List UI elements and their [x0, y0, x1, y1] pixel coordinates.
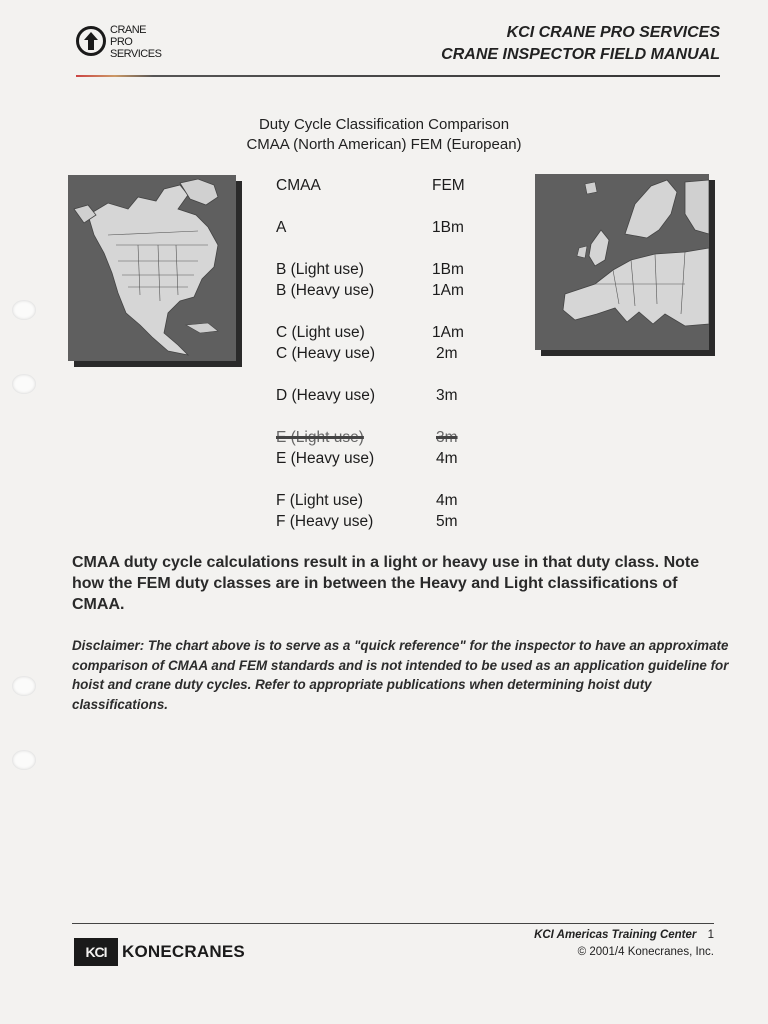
header-line-1: KCI CRANE PRO SERVICES: [506, 24, 720, 41]
header-title: [441, 22, 720, 66]
punch-hole: [12, 300, 36, 320]
table-row: [276, 448, 506, 469]
page-number: 1: [707, 929, 714, 941]
table-row: [276, 280, 506, 301]
table-row: [276, 259, 506, 280]
fem-cell: 1Am: [432, 282, 464, 299]
europe-map: [535, 174, 709, 350]
cmaa-cell: B (Heavy use): [276, 282, 375, 299]
copyright: © 2001/4 Konecranes, Inc.: [577, 946, 714, 958]
fem-cell-struck: 3m: [436, 429, 458, 446]
footer-info: [534, 927, 714, 961]
cmaa-cell: D (Heavy use): [276, 387, 376, 404]
table-row: [276, 322, 506, 343]
footer-divider: [72, 923, 714, 924]
fem-header: FEM: [432, 177, 465, 194]
fem-cell: 4m: [436, 450, 458, 467]
konecranes-logo: [74, 936, 245, 968]
disclaimer-paragraph: Disclaimer: The chart above is to serve as a "quick reference" for the inspector to have an approximate comparison of CMAA and FEM standards and is not intended to be used as an application guideline for hoist and crane duty cycles. Refer to appropriate publications when determining hoist duty classifications.: [72, 638, 729, 712]
north-america-map: [68, 175, 236, 361]
fem-cell: 5m: [436, 513, 458, 530]
fem-cell: 1Bm: [432, 261, 464, 278]
cmaa-cell: F (Heavy use): [276, 513, 374, 530]
page-subtitle: CMAA (North American) FEM (European): [246, 136, 522, 153]
fem-cell: 1Bm: [432, 219, 464, 236]
table-row: [276, 343, 506, 364]
konecranes-wordmark: KONECRANES: [122, 942, 245, 961]
fem-cell: 3m: [436, 387, 458, 404]
cmaa-cell: F (Light use): [276, 492, 364, 509]
cmaa-cell: C (Heavy use): [276, 345, 376, 362]
logo-text: CRANE PRO SERVICES: [110, 24, 162, 60]
table-row: [276, 217, 506, 238]
duty-cycle-table: [276, 175, 506, 532]
cmaa-cell: B (Light use): [276, 261, 364, 278]
cmaa-cell: A: [276, 219, 287, 236]
page-title: Duty Cycle Classification Comparison: [258, 116, 510, 133]
punch-hole: [12, 750, 36, 770]
crane-pro-services-logo: [76, 22, 186, 66]
table-row-struck: [276, 427, 506, 448]
cmaa-cell: C (Light use): [276, 324, 365, 341]
training-center-label: KCI Americas Training Center: [534, 929, 697, 941]
table-row: [276, 490, 506, 511]
cmaa-cell: E (Heavy use): [276, 450, 375, 467]
table-row: [276, 385, 506, 406]
table-header: [276, 175, 506, 196]
punch-hole: [12, 374, 36, 394]
summary-paragraph: CMAA duty cycle calculations result in a light or heavy use in that duty class. Note how the FEM duty classes are in between the Heavy and Light classifications of CMAA.: [72, 554, 700, 613]
kci-logo-box: KCI: [74, 938, 118, 966]
header-divider: [76, 75, 720, 77]
fem-cell: 1Am: [432, 324, 464, 341]
table-row: [276, 511, 506, 532]
cmaa-cell-struck: E (Light use): [276, 429, 364, 446]
arrow-up-circle-icon: [76, 26, 106, 56]
cmaa-header: CMAA: [276, 177, 321, 194]
fem-cell: 2m: [436, 345, 458, 362]
fem-cell: 4m: [436, 492, 458, 509]
header-line-2: CRANE INSPECTOR FIELD MANUAL: [441, 46, 720, 63]
punch-hole: [12, 676, 36, 696]
